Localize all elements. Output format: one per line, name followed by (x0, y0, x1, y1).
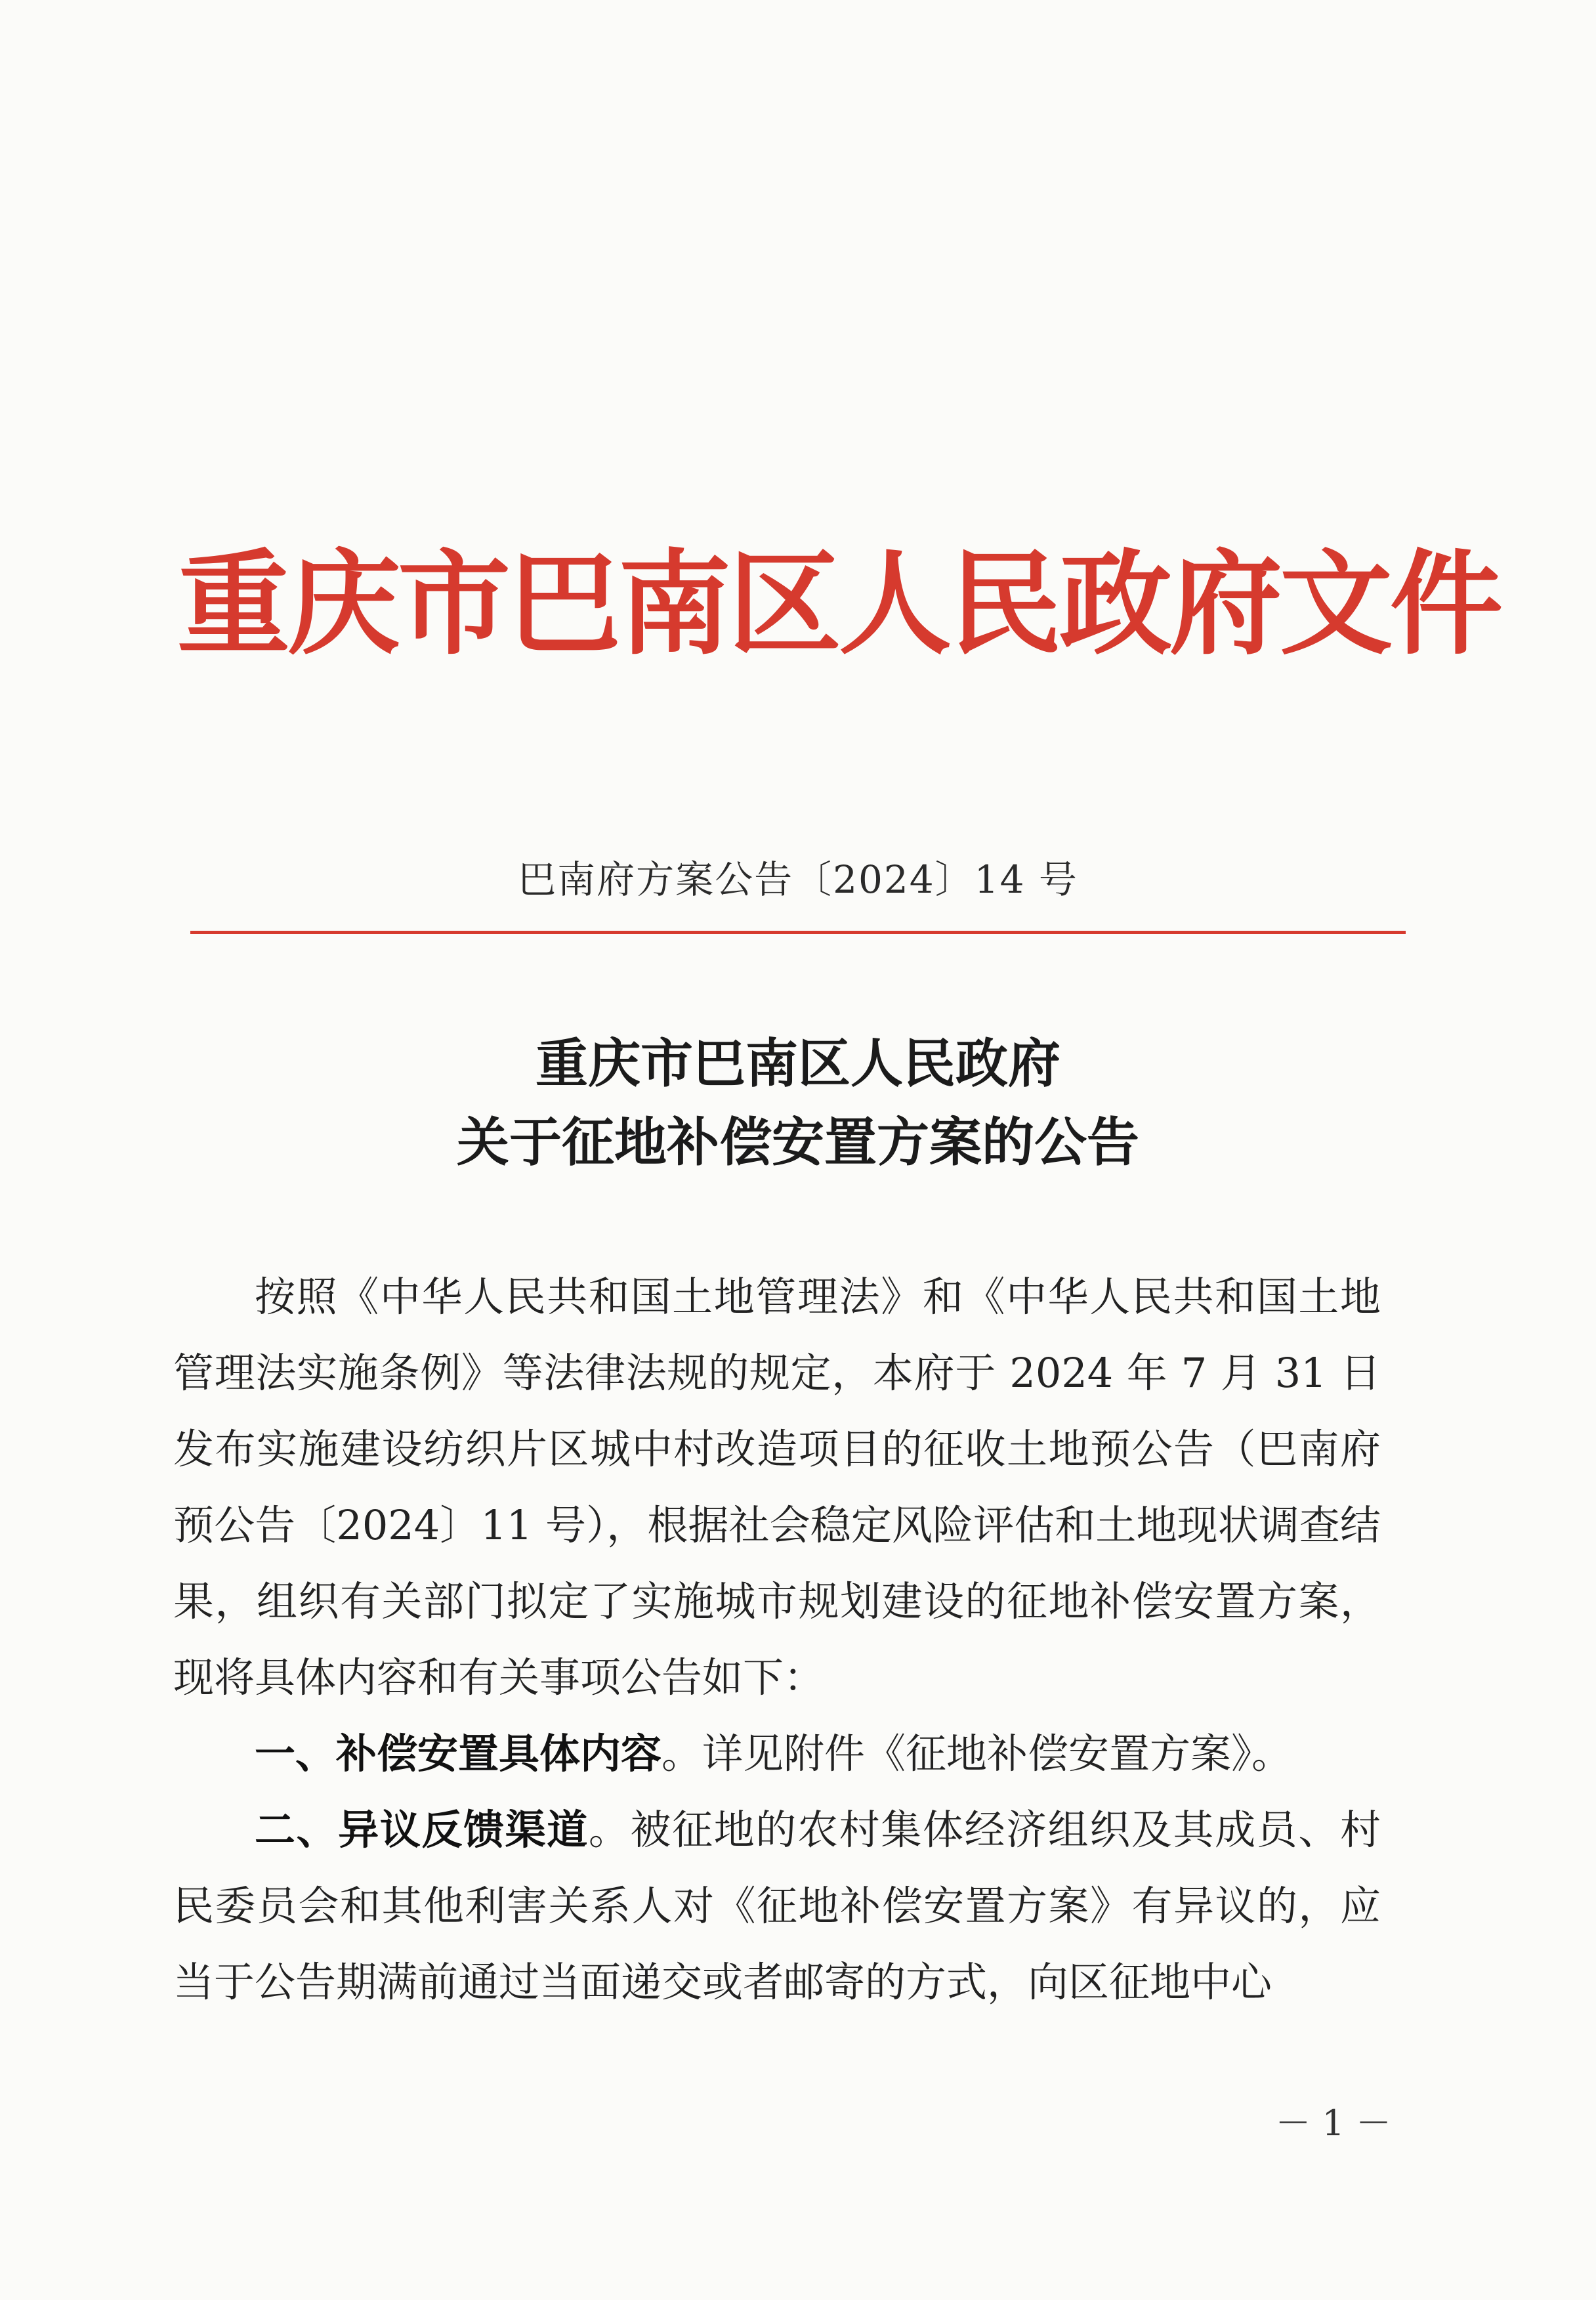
red-separator-line (190, 931, 1406, 934)
section-1-text: 。详见附件《征地补偿安置方案》。 (662, 1730, 1293, 1778)
paragraph-intro: 按照《中华人民共和国土地管理法》和《中华人民共和国土地管理法实施条例》等法律法规的规定，本府于 2024 年 7 月 31 日发布实施建设纺织片区城中村改造项目的征收土地预公告（巴南府预公告〔2024〕11 号），根据社会稳定风险评估和土地现状调查结果，组织有关部门拟定了实施城市规划建设的征地补偿安置方案，现将具体内容和有关事项公告如下： (173, 1273, 1381, 1701)
page-number: － 1 － (1275, 2102, 1391, 2144)
notice-title (190, 1024, 1406, 1182)
paragraph-section-2 (173, 1792, 1381, 2020)
notice-body (173, 1259, 1381, 2020)
section-1-heading: 一、补偿安置具体内容 (255, 1730, 662, 1778)
document-number: 巴南府方案公告〔2024〕14 号 (518, 857, 1078, 902)
paragraph-section-1 (173, 1716, 1381, 1792)
masthead-title: 重庆市巴南区人民政府文件 (177, 537, 1500, 670)
section-2-heading: 二、异议反馈渠道 (255, 1806, 589, 1854)
section-2-text: 。被征地的农村集体经济组织及其成员、村民委员会和其他利害关系人对《征地补偿安置方案》有异议的，应当于公告期满前通过当面递交或者邮寄的方式，向区征地中心 (173, 1806, 1381, 2006)
notice-title-line-1: 重庆市巴南区人民政府 (536, 1033, 1060, 1094)
notice-title-line-2: 关于征地补偿安置方案的公告 (457, 1111, 1139, 1173)
